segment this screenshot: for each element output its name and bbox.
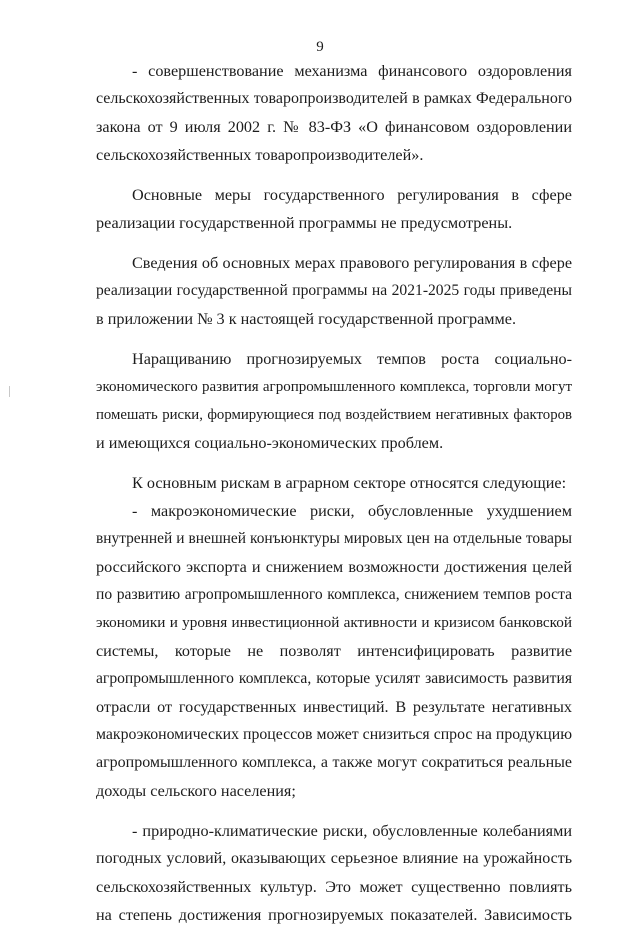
paragraph-gap	[96, 333, 572, 345]
paragraph-gap	[96, 457, 572, 469]
paragraph-legal-regulation	[96, 249, 572, 333]
text-line: реализации государственной программы на 2021-2025 годы приведены	[96, 282, 572, 299]
text-line: агропромышленного комплекса, а также могут сократиться реальные	[96, 754, 572, 771]
text-line: отрасли от государственных инвестиций. В результате негативных	[96, 698, 572, 716]
text-line: сельскохозяйственных культур. Это может существенно повлиять	[96, 878, 572, 896]
paragraph-gap	[96, 805, 572, 817]
text-line: по развитию агропромышленного комплекса, снижением темпов роста	[96, 586, 572, 603]
page-number: 9	[316, 39, 324, 55]
text-line: макроэкономических процессов может снизиться спрос на продукцию	[96, 726, 572, 743]
text-line: экономического развития агропромышленного комплекса, торговли могут	[96, 379, 572, 395]
text-line: системы, которые не позволят интенсифицировать развитие	[96, 642, 572, 660]
text-line: внутренней и внешней конъюнктуры мировых цен на отдельные товары	[96, 530, 572, 547]
text-line: К основным рискам в аграрном секторе относятся следующие:	[132, 474, 567, 492]
paragraph-gap	[96, 237, 572, 249]
paragraph-state-regulation	[96, 181, 572, 237]
paragraph-gap	[96, 169, 572, 181]
text-line: агропромышленного комплекса, которые усилят зависимость развития	[96, 670, 572, 687]
text-line: в приложении № 3 к настоящей государственной программе.	[96, 310, 516, 328]
paragraph-growth-risks	[96, 345, 572, 457]
paragraph-climate-risks	[96, 817, 572, 929]
text-line: погодных условий, оказывающих серьезное влияние на урожайность	[96, 850, 572, 867]
text-line: помешать риски, формирующиеся под воздействием негативных факторов	[96, 407, 572, 423]
text-line: экономики и уровня инвестиционной активности и кризисом банковской	[96, 614, 572, 631]
text-line: доходы сельского населения;	[96, 782, 296, 800]
text-line: на степень достижения прогнозируемых показателей. Зависимость	[96, 906, 572, 924]
text-line: Основные меры государственного регулирования в сфере	[132, 186, 572, 204]
document-body	[96, 57, 572, 929]
text-line: и имеющихся социально-экономических проблем.	[96, 434, 444, 452]
paragraph-macroeconomic-risks	[96, 469, 572, 805]
text-line: Наращиванию прогнозируемых темпов роста социально-	[132, 350, 572, 368]
text-line: - совершенствование механизма финансового оздоровления	[132, 62, 572, 80]
text-line: - природно-климатические риски, обусловленные колебаниями	[132, 822, 572, 840]
text-line: - макроэкономические риски, обусловленные ухудшением	[132, 502, 572, 520]
text-line: Сведения об основных мерах правового регулирования в сфере	[132, 254, 572, 272]
margin-scan-mark	[9, 386, 10, 397]
paragraph-financial-recovery	[96, 57, 572, 169]
text-line: закона от 9 июля 2002 г. № 83-ФЗ «О финансовом оздоровлении	[96, 118, 572, 136]
text-line: сельскохозяйственных товаропроизводителей».	[96, 146, 424, 164]
text-line: сельскохозяйственных товаропроизводителей в рамках Федерального	[96, 90, 572, 107]
text-line: российского экспорта и снижением возможности достижения целей	[96, 558, 572, 576]
text-line: реализации государственной программы не предусмотрены.	[96, 214, 513, 232]
